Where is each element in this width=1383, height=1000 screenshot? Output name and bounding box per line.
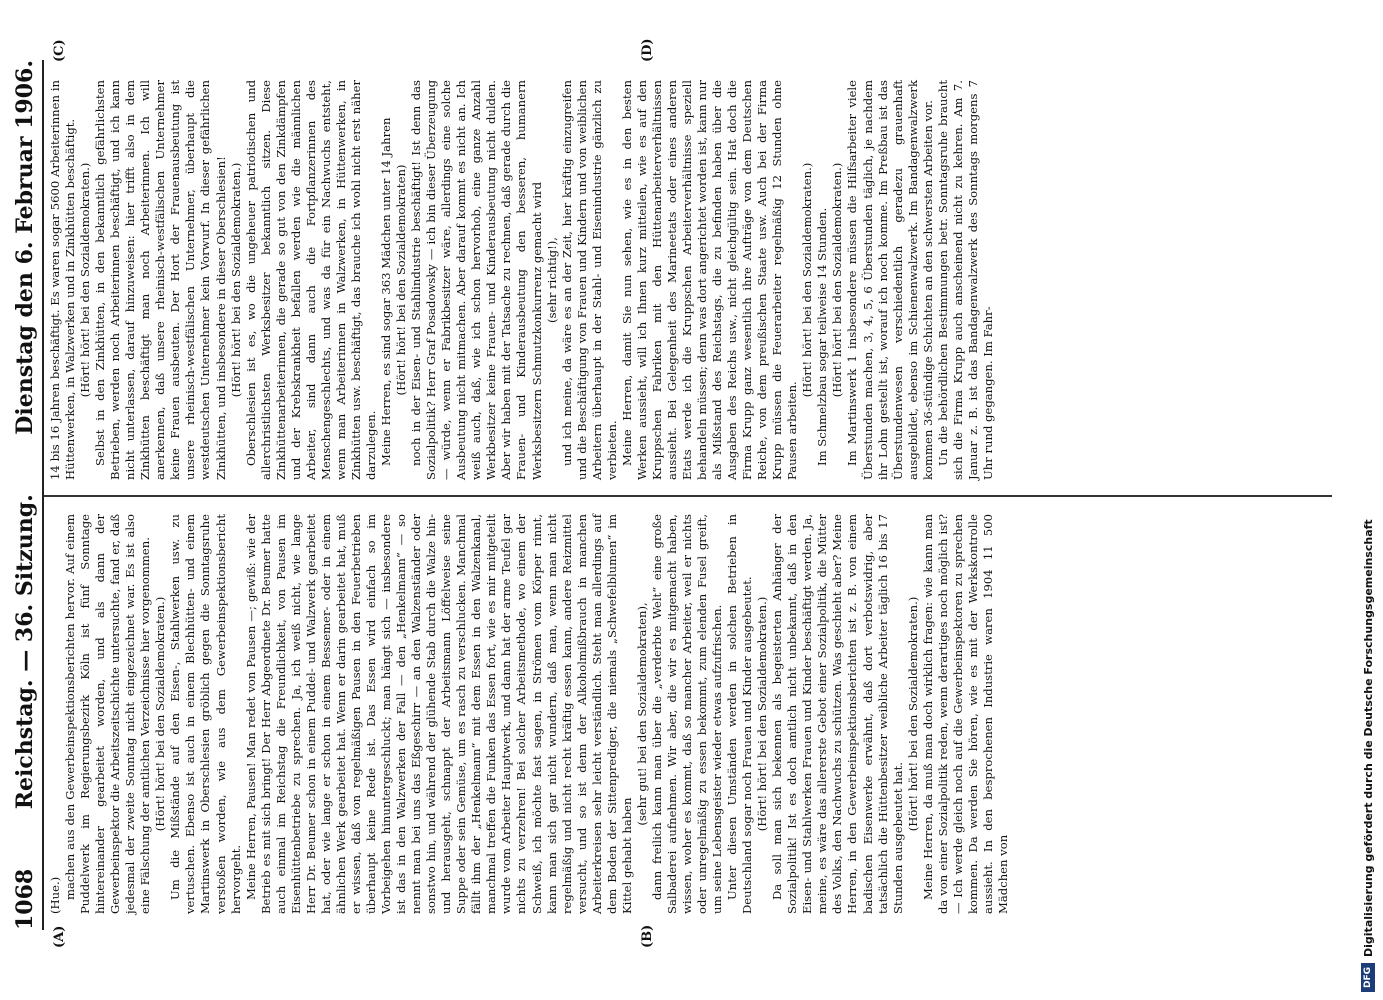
left-interjection: (Hört! hört! bei den Sozialdemokraten.) <box>153 596 168 832</box>
right-interjection: (Hört! hört! bei den Sozialdemokraten.) <box>228 162 243 398</box>
right-paragraph: Meine Herren, es sind sogar 363 Mädchen unter 14 Jahren <box>379 117 394 466</box>
left-paragraph: Um die Mißstände auf den Eisen-, Stahlwerken usw. zu vertuschen. Ebenso ist auch in einem Blechhütten- und einem Martinswerk in Oberschlesien gröblich gegen die Sonntagsruhe verstoßen worden, wie aus dem Gewerbeinspektionsbericht hervorgeht. <box>168 514 243 914</box>
right-paragraph: Oberschlesien ist es, wo die ungeheuer patriotischen und allerchristlichsten Werksbesitzer bekanntlich sitzen. Diese Zinkhüttenarbeiterinnen, die gerade so gut von den Zinkdämpfen und der Krebskrankheit befallen werden wie die männlichen Arbeiter, sind dann auch die Fortpflanzerinnen des Menschengeschlechts, und was da für ein Nachwuchs entsteht, wenn man Arbeiterinnen in Walzwerken, in Hüttenwerken, in Zinkhütten usw. beschäftigt, das brauche ich wohl nicht erst näher darzulegen. <box>243 80 378 480</box>
right-column <box>48 80 996 480</box>
left-paragraph: Meine Herren, da muß man doch wirklich fragen: wie kann man da von einer Sozialpolitik reden, wenn derartiges noch möglich ist? — Ich werde gleich noch auf die Gewerbeinspektoren zu sprechen kommen. Da werden Sie hören, wie es mit der Werkskontrolle aussieht. In den besprochenen Industrie waren 1904 11 500 Mädchen von <box>920 514 1010 914</box>
left-interjection: (Hört! hört! bei den Sozialdemokraten.) <box>905 596 920 832</box>
left-column <box>48 514 1011 914</box>
right-interjection: (Hört! hört! bei den Sozialdemokraten.) <box>830 162 845 398</box>
right-interjection: (Hört! hört! bei den Sozialdemokraten.) <box>78 162 93 398</box>
right-paragraph: noch in der Eisen- und Stahlindustrie beschäftigt! Ist denn das Sozialpolitik? Herr Graf Posadowsky — ich bin dieser Überzeugung — würde, wenn er Fabrikbesitzer wäre, allerdings eine solche Ausbeutung nicht mitmachen. Aber darauf kommt es nicht an. Ich weiß auch, daß, wie ich schon hervorhob, eine ganze Anzahl Werkbesitzer keine Frauen- und Kinderausbeutung nicht dulden. Aber wir haben mit der Tatsache zu rechnen, daß gerade durch die Frauen- und Kinderausbeutung den besseren, humanern Werksbesitzern Schmutzkonkurrenz gemacht wird <box>409 80 544 480</box>
right-interjection: (sehr richtig!), <box>544 237 559 323</box>
right-paragraph: Im Schmelzbau sogar teilweise 14 Stunden. <box>815 207 830 466</box>
right-interjection: (Hört! hört! bei den Sozialdemokraten) <box>394 164 409 396</box>
right-paragraph: Un die behördlichen Bestimmungen betr. Sonntagsruhe braucht sich die Firma Krupp auch anscheinend nicht zu kehren. Am 7. Januar z. B. ist das Bandagenwalzwerk des Sonntags morgens 7 Uhr rund gegangen. Im Fahr- <box>935 80 995 480</box>
left-interjection: (sehr gut! bei den Sozialdemokraten), <box>634 602 649 826</box>
left-paragraph: (Hue.) <box>48 876 62 914</box>
margin-marker-b: (B) <box>640 924 655 948</box>
footer-text: Digitalisierung gefördert durch die Deutsche Forschungsgemeinschaft <box>1361 519 1375 957</box>
left-interjection: (Hört! hört! bei den Sozialdemokraten.) <box>755 596 770 832</box>
left-paragraph: dann freilich kann man über die „verderbte Welt“ eine große Salbaderei aufnehmen. Wir aber, die wir es mitgemacht haben, wissen, woher es kommt, daß so mancher Arbeiter, weil er nichts oder unregelmäßig zu essen bekommt, zum elenden Fusel greift, um seine Lebensgeister wieder etwas aufzufrischen. <box>649 514 725 914</box>
page-header <box>8 60 44 930</box>
margin-marker-c: (C) <box>52 39 67 62</box>
session-date: Dienstag den 6. Februar 1906. <box>12 60 38 435</box>
right-paragraph: 14 bis 16 Jahren beschäftigt. Es waren sogar 5600 Arbeiterinnen in Hüttenwerken, in Walzwerken und in Zinkhütten beschäftigt. <box>48 80 78 480</box>
digitization-footer <box>1356 0 1380 1000</box>
right-paragraph: Meine Herren, damit Sie nun sehen, wie es in den besten Werken aussieht, will ich Ihnen kurz mitteilen, wie es auf den Kruppschen Fabriken mit den Hüttenarbeiterverhältnissen aussieht. Bei Gelegenheit des Marineetats oder eines anderen Etats werde ich die Kruppschen Arbeiterverhältnisse speziell behandeln müssen; denn was dort angerichtet worden ist, kann nur als Mißstand des Reichstags, die zu befinden haben über die Ausgaben des Reichs usw., nicht gleichgültig sein. Hat doch die Firma Krupp ganz wesentlich ihre Aufträge von dem Deutschen Reiche, von dem preußischen Staate usw. Auch bei der Firma Krupp müssen die Feuerarbeiter regelmäßig 12 Stunden ohne Pausen arbeiten. <box>619 80 800 480</box>
margin-marker-a: (A) <box>52 925 67 948</box>
right-interjection: (Hört! hört! bei den Sozialdemokraten.) <box>800 162 815 398</box>
right-paragraph: und ich meine, da wäre es an der Zeit, hier kräftig einzugreifen und die Beschäftigung von Frauen und Kindern und von weiblichen Arbeitern überhaupt in der Stahl- und Eisenindustrie gänzlich zu verbieten. <box>559 80 619 480</box>
right-paragraph: Selbst in den Zinkhütten, in den bekanntlich gefährlichsten Betrieben, werden noch Arbeiterinnen beschäftigt, und ich kann nicht unterlassen, darauf hinzuweisen: hier trifft also in dem Zinkhütten beschäftigt man noch Arbeiterinnen. Ich will anerkennen, daß unsere rheinisch-westfälischen Unternehmer keine Frauen ausbeuten. Der Hort der Frauenausbeutung ist unsere rheinisch-westfälischen Unternehmer, überhaupt die westdeutschen Unternehmer kein Vorwurf. In dieser gefährlichen Zinkhütten, und insbesondere in dieser Oberschlesien! <box>93 80 228 480</box>
left-paragraph: machen aus den Gewerbeinspektionsberichten hervor. Auf einem Puddelwerk im Regierungsbezirk Köln ist fünf Sonntage hintereinander gearbeitet worden, und als dann der Gewerbeinspektor die Arbeitszeitschichte untersuchte, fand er, daß jedesmal der zweite Sonntag nicht eingezeichnet war. Es ist also eine Fälschung der amtlichen Verzeichnisse hier vorgenommen. <box>63 514 153 914</box>
left-paragraph: Da soll man sich bekennen als begeisterten Anhänger der Sozialpolitik! Ist es doch amtlich nicht unbekannt, daß in den Eisen- und Stahlwerken Frauen und Kinder beschäftigt werden. Ja, meine, es wäre das allererste Gebot einer Sozialpolitik, die Mütter des Volks, den Nachwuchs zu schützen. Was geschieht aber? Meine Herren, in den Gewerbeinspektionsberichten ist z. B. von einem badischen Eisenwerke erwähnt, daß dort verbotswidrig, aber tatsächlich die Hüttenbesitzer weibliche Arbeiter täglich 16 bis 17 Stunden ausgebeutet hat. <box>770 514 905 914</box>
dfg-logo: DFG <box>1361 963 1375 992</box>
margin-marker-d: (D) <box>640 38 655 62</box>
right-paragraph: Im Martinswerk 1 insbesondere müssen die Hilfsarbeiter viele Überstunden machen, 3, 4, 5, 6 Überstunden täglich, je nachdem ihr Lohn gestellt ist, worauf ich noch komme. Im Preßbau ist das Überstundenwesen verschiedentlich geradezu grauenhaft ausgebildet, ebenso im Schienenwalzwerk. Im Bandagenwalzwerk kommen 36-stündige Schichten an den schwersten Arbeiten vor. <box>845 80 935 480</box>
column-divider <box>44 495 1332 497</box>
page-number: 1068 <box>12 868 38 930</box>
session-title: Reichstag. — 36. Sitzung. <box>12 494 38 810</box>
left-paragraph: Meine Herren, Pausen! Man redet von Pausen —; gewiß: wie der Betrieb es mit sich bringt! Der Herr Abgeordnete Dr. Beumer hatte auch einmal im Reichstag die Freundlichkeit, von Pausen im Eisenhüttenbetriebe zu sprechen. Ja, ich weiß nicht, wie lange Herr Dr. Beumer schon in einem Puddel- und Walzwerk gearbeitet hat, oder wie lange er schon in einem Bessemer- oder in einem ähnlichen Werk gearbeitet hat. Wenn er darin gearbeitet hat, muß er wissen, daß von regelmäßigen Pausen in den Feuerbetrieben überhaupt keine Rede ist. Das Essen wird einfach so im Vorbeigehen hinuntergeschluckt; man hängt sich — insbesondere ist das in den Walzwerken der Fall — den „Henkelmann“ — so nennt man bei uns das Eßgeschirr — an den Walzenständer oder sonstwo hin, und während der glühende Stab durch die Walze hin- und herausgeht, schnappt der Arbeitsmann Löffelweise seine Suppe oder sein Gemüse, um es rasch zu verschlucken. Manchmal fällt ihm der „Henkelmann“ mit dem Essen in den Walzenkanal, manchmal treffen die Funken das Essen fort, wie es mir mitgeteilt wurde vom Arbeiter Hauptwerk, und dann hat der arme Teufel gar nichts zu verzehren! Bei solcher Arbeitsmethode, wo einem der Schweiß, ich möchte fast sagen, in Strömen vom Körper rinnt, kann man sich gar nicht wundern, daß man, wenn man nicht regelmäßig und nicht recht kräftig essen kann, andere Reizmittel versucht, und so ist denn der Alkoholmißbrauch in manchen Arbeiterkreisen sehr leicht verständlich. Steht man allerdings auf dem Boden der Sittenprediger, die niemals „Schwefelblumen“ im Kittel gehabt haben <box>243 514 634 914</box>
left-paragraph: Unter diesen Umständen werden in solchen Betrieben in Deutschland sogar noch Frauen und Kinder ausgebeutet. <box>725 514 755 914</box>
